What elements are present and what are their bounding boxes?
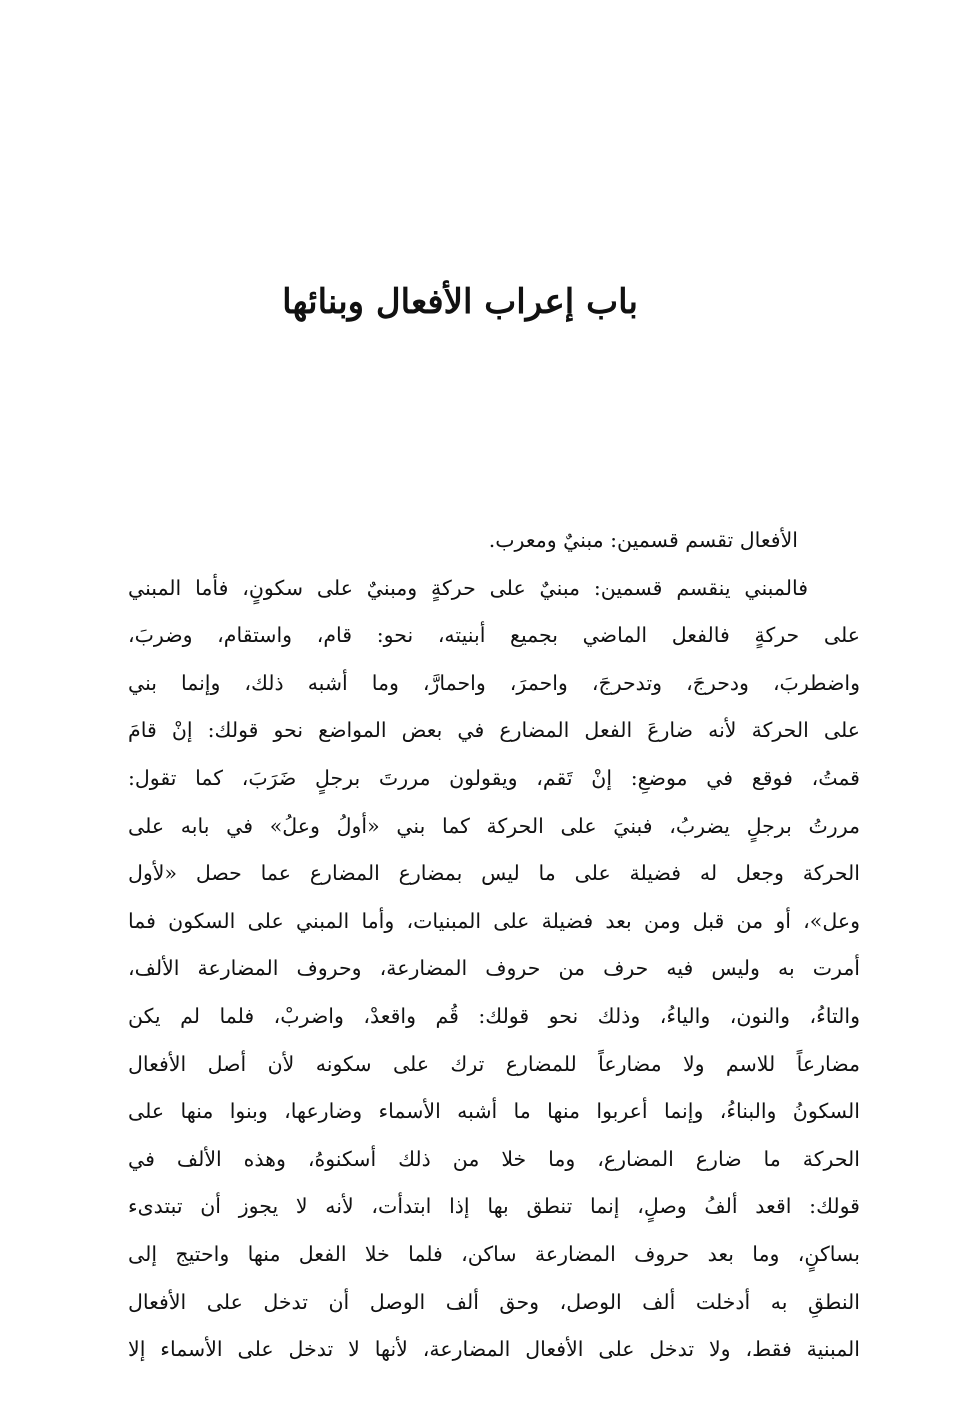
text-line: الحركة وجعل له فضيلة على ما ليس بمضارع المضارع عما حصل «لأول (128, 861, 860, 886)
body-text (128, 517, 860, 1374)
text-line: بساكنٍ، وما بعد حروف المضارعة ساكن، فلما خلا الفعل منها واحتيج إلى (128, 1241, 860, 1266)
text-line: النطقِ به أدخلت ألف الوصل، وحق ألف الوصل أن تدخل على الأفعال (128, 1289, 860, 1314)
text-line: على الحركة لأنه ضارعَ الفعل المضارع في بعض المواضع نحو قولك: إنْ قامَ (128, 718, 860, 743)
text-line: واضطربَ، ودحرجَ، وتدحرجَ، واحمرَ، واحمارَّ، وما أشبه ذلك، وإنما بني (128, 670, 860, 695)
text-line: المبنية فقط، ولا تدخل على الأفعال المضارعة، لأنها لا تدخل على الأسماء إلا (128, 1337, 860, 1362)
text-line: أمرت به وليس فيه حرف من حروف المضارعة، وحروف المضارعة الألف، (128, 956, 860, 981)
chapter-title: باب إعراب الأفعال وبنائها (282, 282, 638, 322)
text-line: السكونُ والبناءُ، وإنما أعربوا منها ما أشبه الأسماء وضارعها، وبنوا منها على (128, 1099, 860, 1124)
text-line: الحركة ما ضارع المضارع، وما خلا من ذلك أسكنوهُ، وهذه الألف في (128, 1146, 860, 1171)
text-line: فالمبني ينقسم قسمين: مبنيٌ على حركةٍ ومبنيٌ على سكونٍ، فأما المبني (128, 575, 808, 600)
text-line: قمتُ، فوقع في موضعِ: إنْ تَقم، ويقولون مررتَ برجلٍ ضَرَبَ، كما تقول: (128, 765, 860, 790)
text-line: الأفعال تقسم قسمين: مبنيٌ ومعرب. (488, 528, 798, 552)
text-line: مررتُ برجلٍ يضربُ، فبنيَ على الحركة كما بني «أولُ وعلُ» في بابه على (128, 813, 860, 838)
text-line: قولك: اقعد ألفُ وصلٍ، إنما تنطق بها إذا ابتدأت، لأنه لا يجوز أن تبتدىء (128, 1194, 860, 1219)
text-line: على حركةٍ فالفعل الماضي بجميع أبنيته، نحو: قام، واستقام، وضربَ، (128, 623, 860, 648)
text-line: والتاءُ، والنون، والياءُ، وذلك نحو قولك: قُم واقعدْ، واضربْ، فلما لم يكن (128, 1003, 860, 1028)
text-line: وعل»، أو من قبل ومن بعد فضيلة على المبنيات، وأما المبني على السكون فما (128, 908, 860, 933)
text-line: مضارعاً للاسم ولا مضارعاً للمضارع ترك على سكونه لأن أصل الأفعال (128, 1051, 860, 1076)
